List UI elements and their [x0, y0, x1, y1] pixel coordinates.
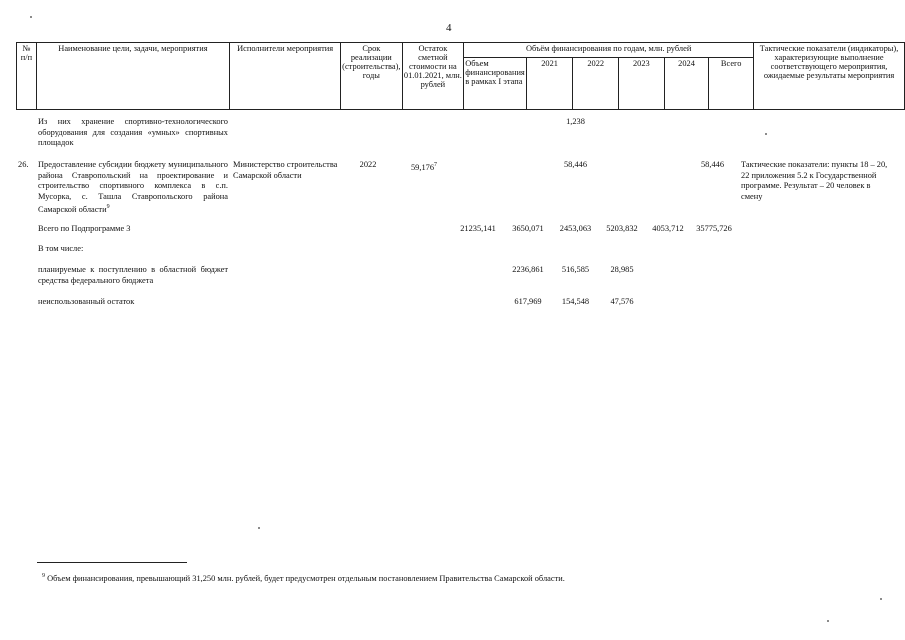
- header-balance: Остаток сметной стоимости на 01.01.2021, млн. рублей: [402, 43, 464, 110]
- row-subtotal-total: 35775,726: [696, 224, 732, 233]
- scan-speck: [880, 598, 882, 600]
- row-26-indicators: Тактические показатели: пункты 18 – 20, 22 приложения 5.2 к Государственной программе. Результат – 20 человек в смену: [741, 160, 888, 201]
- row-federal-2023: 28,985: [610, 265, 634, 274]
- header-2023: 2023: [619, 57, 665, 109]
- header-executors: Исполнители мероприятия: [230, 43, 341, 110]
- row-26-executor: Министерство строительства Самарской области: [233, 160, 338, 180]
- row-subtotal-2022: 2453,063: [559, 224, 592, 233]
- header-indicators: Тактические показатели (индикаторы), характеризующие выполнение соответствующего мероприятия, ожидаемые результаты мероприятия: [754, 43, 905, 110]
- row-subtotal-name: Всего по Подпрограмме 3: [38, 224, 131, 233]
- row-including: В том числе:: [38, 244, 84, 253]
- row-26-balance-sup: 7: [434, 162, 438, 168]
- row-26-2022: 58,446: [563, 160, 588, 169]
- scan-speck: [827, 620, 829, 622]
- row-federal-name: планируемые к поступлению в областной бюджет средства федерального бюджета: [38, 265, 228, 285]
- header-2021: 2021: [526, 57, 573, 109]
- row-26-term: 2022: [359, 160, 377, 169]
- header-stage1: Объем финансирования в рамках I этапа: [464, 57, 527, 109]
- row-storage-name: Из них хранение спортивно-технологического оборудования для создания «умных» спортивных площадок: [38, 117, 228, 147]
- header-total: Всего: [709, 57, 754, 109]
- header-2022: 2022: [573, 57, 619, 109]
- table-header: [16, 42, 905, 110]
- row-unused-name: неиспользованный остаток: [38, 297, 135, 306]
- row-federal-2021: 2236,861: [512, 265, 544, 274]
- row-26-balance-text: 59,176: [410, 162, 435, 172]
- scan-speck: [765, 133, 767, 135]
- row-federal-2022: 516,585: [561, 265, 590, 274]
- row-26-name-sup: 9: [106, 204, 110, 210]
- header-funding-group: Объём финансирования по годам, млн. рублей: [464, 43, 754, 58]
- header-2024: 2024: [664, 57, 709, 109]
- row-subtotal-2024: 4053,712: [652, 224, 684, 233]
- footnote-marker: 9: [42, 573, 45, 579]
- row-unused-2021: 617,969: [514, 297, 542, 306]
- row-26-balance: [396, 160, 452, 173]
- footnote-divider: [37, 562, 187, 563]
- row-26-name-text: Предоставление субсидии бюджету муниципального района Ставропольский на проектирование и строительство спортивного комплекса в с.п. Мусорка, с. Ташла Ставропольского района Самарской области: [38, 160, 228, 214]
- row-26-total: 58,446: [700, 160, 725, 169]
- header-num: № п/п: [17, 43, 37, 110]
- scan-speck: [258, 527, 260, 529]
- row-subtotal-stage1: 21235,141: [460, 224, 496, 233]
- row-26-name: [38, 160, 228, 215]
- row-unused-2023: 47,576: [610, 297, 634, 306]
- header-term: Срок реализации (строительства), годы: [341, 43, 402, 110]
- row-subtotal-2023: 5203,832: [606, 224, 638, 233]
- header-name: Наименование цели, задачи, мероприятия: [36, 43, 229, 110]
- row-storage-2022: 1,238: [566, 117, 585, 126]
- row-26-num: 26.: [18, 160, 29, 169]
- page-number: 4: [446, 22, 452, 34]
- footnote-text: Объем финансирования, превышающий 31,250 млн. рублей, будет предусмотрен отдельным постановлением Правительства Самарской области.: [47, 573, 565, 583]
- footnote: [42, 573, 565, 583]
- scan-speck: [30, 16, 32, 18]
- row-subtotal-2021: 3650,071: [512, 224, 544, 233]
- row-unused-2022: 154,548: [561, 297, 590, 306]
